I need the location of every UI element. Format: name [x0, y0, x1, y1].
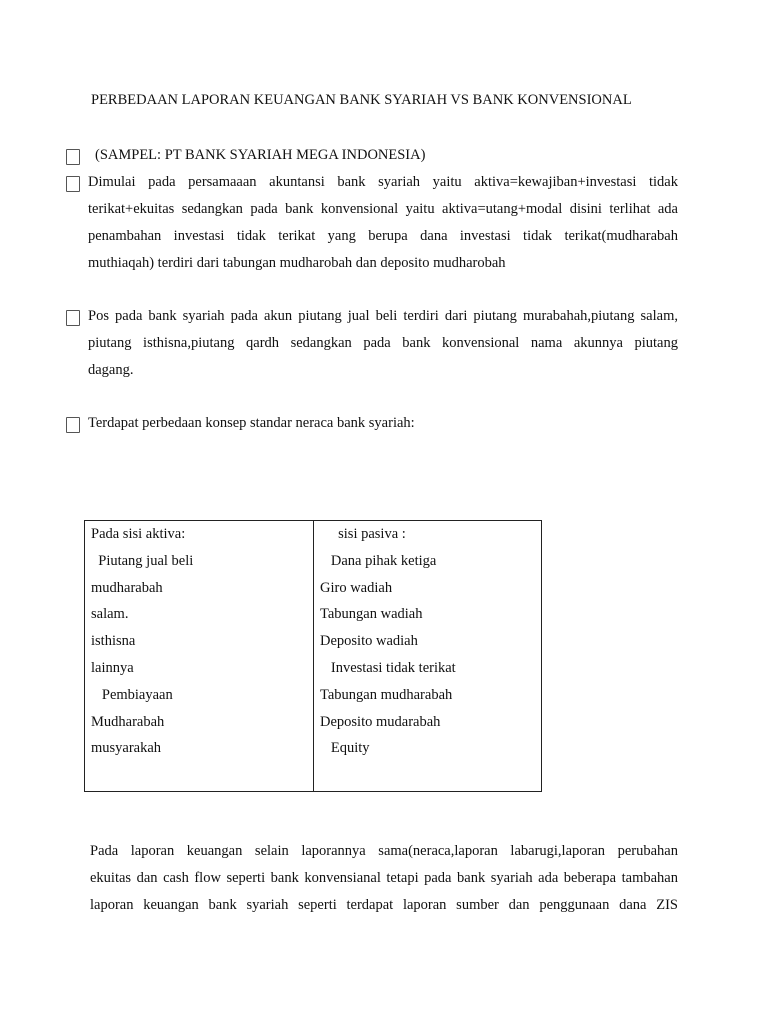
- liabilities-cell: Giro wadiah: [320, 579, 393, 596]
- liabilities-cell: Investasi tidak terikat: [320, 659, 456, 676]
- bullet-box-icon: [66, 176, 80, 192]
- bullet-1-line-3: penambahan investasi tidak terikat yang berupa dana investasi tidak terikat(mudharabah: [88, 228, 678, 244]
- bullet-2-line-2: piutang isthisna,piutang qardh sedangkan pada bank konvensional nama akunnya piutang: [88, 335, 678, 351]
- liabilities-cell: sisi pasiva :: [320, 526, 406, 542]
- assets-cell: Pada sisi aktiva:: [91, 526, 186, 542]
- assets-cell: isthisna: [91, 633, 136, 650]
- assets-cell: mudharabah: [91, 579, 163, 596]
- liabilities-cell: Tabungan wadiah: [320, 606, 423, 623]
- bullet-box-icon: [66, 310, 80, 326]
- assets-cell: Piutang jual beli: [91, 552, 194, 569]
- table-divider: [313, 521, 314, 791]
- bullet-2-line-1: Pos pada bank syariah pada akun piutang jual beli terdiri dari piutang murabahah,piutang salam,: [88, 308, 678, 324]
- bullet-3-line-1: Terdapat perbedaan konsep standar neraca bank syariah:: [88, 415, 415, 431]
- liabilities-cell: Deposito mudarabah: [320, 713, 441, 730]
- bullet-2-line-3: dagang.: [88, 362, 134, 378]
- sample-note: (SAMPEL: PT BANK SYARIAH MEGA INDONESIA): [95, 147, 426, 163]
- liabilities-cell: Dana pihak ketiga: [320, 552, 437, 569]
- assets-cell: lainnya: [91, 659, 134, 676]
- liabilities-cell: Deposito wadiah: [320, 633, 418, 650]
- assets-cell: salam.: [91, 606, 129, 623]
- bullet-box-icon: [66, 149, 80, 165]
- bullet-box-icon: [66, 417, 80, 433]
- assets-cell: Pembiayaan: [91, 686, 173, 703]
- bullet-1-line-1: Dimulai pada persamaaan akuntansi bank syariah yaitu aktiva=kewajiban+investasi tidak: [88, 174, 678, 190]
- closing-line-3: laporan keuangan bank syariah seperti terdapat laporan sumber dan penggunaan dana ZIS: [90, 897, 678, 913]
- assets-column: [91, 524, 193, 765]
- liabilities-column: [320, 524, 456, 765]
- closing-line-1: Pada laporan keuangan selain laporannya sama(neraca,laporan labarugi,laporan perubahan: [90, 843, 678, 859]
- closing-line-2: ekuitas dan cash flow seperti bank konvensianal tetapi pada bank syariah ada beberapa tambahan: [90, 870, 678, 886]
- liabilities-cell: Equity: [320, 740, 370, 757]
- bullet-1-line-4: muthiaqah) terdiri dari tabungan mudharobah dan deposito mudharobah: [88, 255, 506, 271]
- balance-sheet-table: [84, 520, 542, 792]
- bullet-1-line-2: terikat+ekuitas sedangkan pada bank konvensional yaitu aktiva=utang+modal disini terlihat ada: [88, 201, 678, 217]
- assets-cell: Mudharabah: [91, 713, 165, 730]
- document-title: PERBEDAAN LAPORAN KEUANGAN BANK SYARIAH VS BANK KONVENSIONAL: [91, 92, 632, 108]
- liabilities-cell: Tabungan mudharabah: [320, 686, 453, 703]
- assets-cell: musyarakah: [91, 740, 162, 757]
